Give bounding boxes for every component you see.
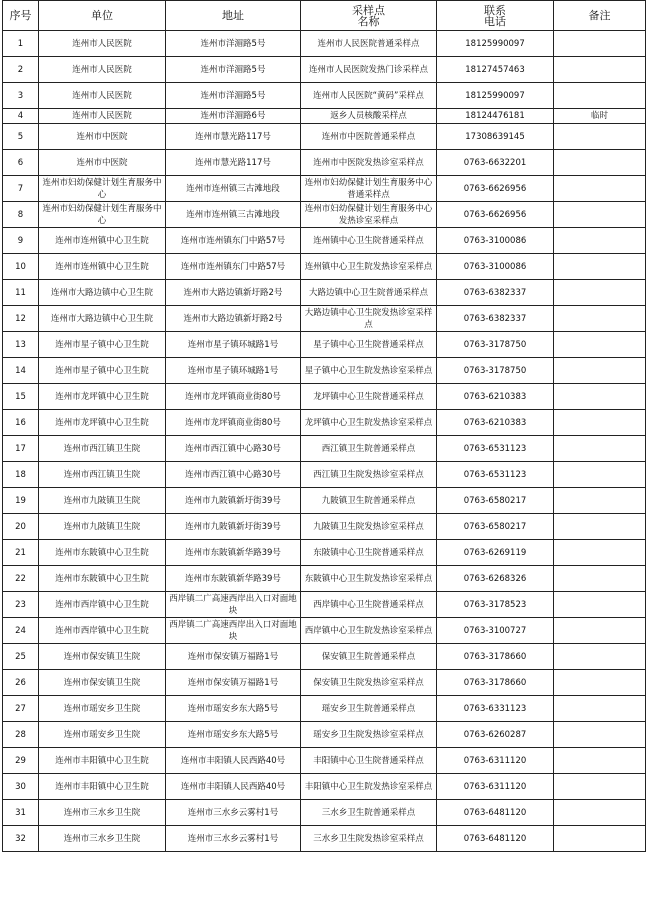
table-header-row (3, 1, 646, 31)
cell-index: 30 (3, 774, 39, 800)
cell-phone: 0763-3100727 (437, 618, 554, 644)
cell-site: 九陂镇卫生院发热诊室采样点 (301, 514, 437, 540)
cell-unit: 连州市星子镇中心卫生院 (39, 358, 166, 384)
cell-remark (554, 670, 646, 696)
cell-address: 连州市慧光路117号 (166, 124, 301, 150)
cell-phone: 0763-6269119 (437, 540, 554, 566)
cell-site: 返乡人员核酸采样点 (301, 109, 437, 124)
table-row (3, 384, 646, 410)
cell-index: 2 (3, 57, 39, 83)
cell-site: 丰阳镇中心卫生院普通采样点 (301, 748, 437, 774)
cell-site: 连州市妇幼保健计划生育服务中心普通采样点 (301, 176, 437, 202)
cell-unit: 连州市龙坪镇中心卫生院 (39, 384, 166, 410)
cell-unit: 连州市西江镇卫生院 (39, 462, 166, 488)
cell-phone: 18125990097 (437, 31, 554, 57)
cell-index: 26 (3, 670, 39, 696)
cell-phone: 0763-6311120 (437, 748, 554, 774)
cell-remark (554, 514, 646, 540)
cell-site: 东陂镇中心卫生院发热诊室采样点 (301, 566, 437, 592)
cell-unit: 连州市丰阳镇中心卫生院 (39, 748, 166, 774)
sampling-site-table (2, 0, 646, 852)
cell-unit: 连州市九陂镇卫生院 (39, 488, 166, 514)
table-row (3, 280, 646, 306)
table-row (3, 202, 646, 228)
cell-remark (554, 592, 646, 618)
cell-phone: 0763-6531123 (437, 436, 554, 462)
table-row (3, 332, 646, 358)
table-row (3, 228, 646, 254)
cell-remark (554, 826, 646, 852)
cell-address: 连州市连州镇三古滩地段 (166, 202, 301, 228)
cell-phone: 0763-3100086 (437, 254, 554, 280)
cell-index: 3 (3, 83, 39, 109)
cell-remark (554, 488, 646, 514)
cell-unit: 连州市人民医院 (39, 109, 166, 124)
table-row (3, 540, 646, 566)
table-row (3, 826, 646, 852)
table-row (3, 306, 646, 332)
cell-site: 丰阳镇中心卫生院发热诊室采样点 (301, 774, 437, 800)
cell-address: 连州市东陂镇新华路39号 (166, 540, 301, 566)
cell-address: 连州市西江镇中心路30号 (166, 436, 301, 462)
header-site (301, 1, 437, 31)
cell-index: 6 (3, 150, 39, 176)
table-row (3, 410, 646, 436)
table-row (3, 644, 646, 670)
cell-site: 连州市中医院普通采样点 (301, 124, 437, 150)
cell-address: 连州市九陂镇新圩街39号 (166, 488, 301, 514)
cell-address: 连州市洋湄路5号 (166, 57, 301, 83)
cell-site: 西江镇卫生院发热诊室采样点 (301, 462, 437, 488)
cell-address: 连州市龙坪镇商业街80号 (166, 384, 301, 410)
cell-unit: 连州市人民医院 (39, 31, 166, 57)
header-address: 地址 (166, 1, 301, 31)
cell-phone: 0763-6210383 (437, 410, 554, 436)
cell-remark (554, 150, 646, 176)
table-row (3, 618, 646, 644)
cell-phone: 0763-6260287 (437, 722, 554, 748)
cell-unit: 连州市西岸镇中心卫生院 (39, 618, 166, 644)
cell-unit: 连州市龙坪镇中心卫生院 (39, 410, 166, 436)
cell-index: 11 (3, 280, 39, 306)
cell-index: 25 (3, 644, 39, 670)
cell-index: 14 (3, 358, 39, 384)
cell-index: 20 (3, 514, 39, 540)
cell-site: 西江镇卫生院普通采样点 (301, 436, 437, 462)
cell-site: 连州镇中心卫生院发热诊室采样点 (301, 254, 437, 280)
cell-address: 连州市星子镇环城路1号 (166, 332, 301, 358)
cell-unit: 连州市东陂镇中心卫生院 (39, 540, 166, 566)
table-row (3, 696, 646, 722)
cell-address: 连州市洋湄路5号 (166, 83, 301, 109)
table-row (3, 592, 646, 618)
cell-index: 1 (3, 31, 39, 57)
header-index: 序号 (3, 1, 39, 31)
cell-site: 保安镇卫生院发热诊室采样点 (301, 670, 437, 696)
cell-remark (554, 202, 646, 228)
table-row (3, 31, 646, 57)
cell-address: 连州市三水乡云雾村1号 (166, 826, 301, 852)
cell-site: 九陂镇卫生院普通采样点 (301, 488, 437, 514)
cell-remark (554, 124, 646, 150)
header-contact-line1: 联系 (484, 3, 506, 17)
cell-unit: 连州市九陂镇卫生院 (39, 514, 166, 540)
cell-address: 连州市九陂镇新圩街39号 (166, 514, 301, 540)
table-row (3, 722, 646, 748)
cell-address: 连州市瑶安乡东大路5号 (166, 696, 301, 722)
cell-unit: 连州市西江镇卫生院 (39, 436, 166, 462)
cell-phone: 0763-6268326 (437, 566, 554, 592)
cell-address: 连州市连州镇东门中路57号 (166, 228, 301, 254)
cell-unit: 连州市大路边镇中心卫生院 (39, 306, 166, 332)
cell-phone: 0763-6626956 (437, 176, 554, 202)
cell-phone: 0763-3178523 (437, 592, 554, 618)
cell-address: 连州市连州镇东门中路57号 (166, 254, 301, 280)
header-site-line2: 名称 (357, 14, 380, 28)
cell-unit: 连州市三水乡卫生院 (39, 800, 166, 826)
cell-address: 连州市三水乡云雾村1号 (166, 800, 301, 826)
cell-phone: 0763-6580217 (437, 514, 554, 540)
cell-phone: 0763-6311120 (437, 774, 554, 800)
cell-site: 连州市人民医院发热门诊采样点 (301, 57, 437, 83)
cell-phone: 0763-6626956 (437, 202, 554, 228)
cell-unit: 连州市人民医院 (39, 57, 166, 83)
cell-phone: 0763-6382337 (437, 280, 554, 306)
cell-site: 保安镇卫生院普通采样点 (301, 644, 437, 670)
cell-unit: 连州市保安镇卫生院 (39, 644, 166, 670)
cell-site: 瑶安乡卫生院发热诊室采样点 (301, 722, 437, 748)
cell-address: 连州市连州镇三古滩地段 (166, 176, 301, 202)
cell-phone: 0763-3178750 (437, 358, 554, 384)
cell-unit: 连州市连州镇中心卫生院 (39, 254, 166, 280)
table-row (3, 150, 646, 176)
table-row (3, 488, 646, 514)
cell-site: 连州市人民医院普通采样点 (301, 31, 437, 57)
cell-remark (554, 358, 646, 384)
cell-site: 西岸镇中心卫生院普通采样点 (301, 592, 437, 618)
cell-unit: 连州市星子镇中心卫生院 (39, 332, 166, 358)
cell-unit: 连州市西岸镇中心卫生院 (39, 592, 166, 618)
cell-unit: 连州市瑶安乡卫生院 (39, 696, 166, 722)
cell-remark (554, 57, 646, 83)
cell-remark (554, 410, 646, 436)
cell-phone: 0763-3178660 (437, 644, 554, 670)
header-contact-line2: 电话 (484, 14, 506, 28)
cell-address: 连州市丰阳镇人民西路40号 (166, 774, 301, 800)
table-row (3, 254, 646, 280)
cell-remark (554, 618, 646, 644)
cell-phone: 0763-3178660 (437, 670, 554, 696)
cell-index: 19 (3, 488, 39, 514)
cell-remark (554, 31, 646, 57)
cell-site: 星子镇中心卫生院发热诊室采样点 (301, 358, 437, 384)
cell-remark (554, 254, 646, 280)
cell-index: 10 (3, 254, 39, 280)
cell-phone: 0763-6580217 (437, 488, 554, 514)
cell-index: 32 (3, 826, 39, 852)
cell-address: 连州市星子镇环城路1号 (166, 358, 301, 384)
cell-index: 24 (3, 618, 39, 644)
cell-unit: 连州市连州镇中心卫生院 (39, 228, 166, 254)
cell-site: 瑶安乡卫生院普通采样点 (301, 696, 437, 722)
cell-address: 连州市保安镇万福路1号 (166, 644, 301, 670)
cell-index: 27 (3, 696, 39, 722)
cell-address: 连州市西江镇中心路30号 (166, 462, 301, 488)
table-row (3, 566, 646, 592)
cell-remark (554, 83, 646, 109)
cell-index: 12 (3, 306, 39, 332)
cell-phone: 0763-6382337 (437, 306, 554, 332)
cell-phone: 0763-3100086 (437, 228, 554, 254)
cell-remark (554, 462, 646, 488)
cell-index: 5 (3, 124, 39, 150)
cell-phone: 17308639145 (437, 124, 554, 150)
cell-address: 连州市瑶安乡东大路5号 (166, 722, 301, 748)
cell-remark: 临时 (554, 109, 646, 124)
cell-index: 8 (3, 202, 39, 228)
cell-unit: 连州市保安镇卫生院 (39, 670, 166, 696)
cell-index: 31 (3, 800, 39, 826)
cell-remark (554, 800, 646, 826)
header-unit: 单位 (39, 1, 166, 31)
cell-remark (554, 566, 646, 592)
cell-index: 7 (3, 176, 39, 202)
cell-site: 三水乡卫生院发热诊室采样点 (301, 826, 437, 852)
cell-index: 13 (3, 332, 39, 358)
cell-address: 连州市大路边镇新圩路2号 (166, 306, 301, 332)
cell-site: 连州镇中心卫生院普通采样点 (301, 228, 437, 254)
cell-site: 星子镇中心卫生院普通采样点 (301, 332, 437, 358)
cell-index: 29 (3, 748, 39, 774)
cell-remark (554, 644, 646, 670)
cell-phone: 18125990097 (437, 83, 554, 109)
cell-site: 大路边镇中心卫生院发热诊室采样点 (301, 306, 437, 332)
cell-unit: 连州市妇幼保健计划生育服务中心 (39, 176, 166, 202)
table-row (3, 358, 646, 384)
table-row (3, 748, 646, 774)
header-remark: 备注 (554, 1, 646, 31)
cell-index: 17 (3, 436, 39, 462)
cell-site: 大路边镇中心卫生院普通采样点 (301, 280, 437, 306)
table-row (3, 800, 646, 826)
cell-address: 连州市大路边镇新圩路2号 (166, 280, 301, 306)
cell-phone: 0763-6210383 (437, 384, 554, 410)
cell-site: 连州市中医院发热诊室采样点 (301, 150, 437, 176)
cell-phone: 0763-6331123 (437, 696, 554, 722)
cell-remark (554, 332, 646, 358)
table-row (3, 109, 646, 124)
cell-address: 西岸镇二广高速西岸出入口对面地块 (166, 618, 301, 644)
cell-address: 连州市洋湄路5号 (166, 31, 301, 57)
cell-remark (554, 722, 646, 748)
cell-unit: 连州市丰阳镇中心卫生院 (39, 774, 166, 800)
cell-unit: 连州市瑶安乡卫生院 (39, 722, 166, 748)
table-row (3, 436, 646, 462)
cell-address: 连州市东陂镇新华路39号 (166, 566, 301, 592)
header-site-line1: 采样点 (352, 3, 385, 17)
cell-index: 4 (3, 109, 39, 124)
cell-site: 龙坪镇中心卫生院普通采样点 (301, 384, 437, 410)
cell-phone: 18124476181 (437, 109, 554, 124)
cell-remark (554, 774, 646, 800)
cell-address: 连州市丰阳镇人民西路40号 (166, 748, 301, 774)
cell-site: 东陂镇中心卫生院普通采样点 (301, 540, 437, 566)
cell-unit: 连州市中医院 (39, 150, 166, 176)
cell-index: 21 (3, 540, 39, 566)
cell-address: 西岸镇二广高速西岸出入口对面地块 (166, 592, 301, 618)
cell-site: 西岸镇中心卫生院发热诊室采样点 (301, 618, 437, 644)
table-row (3, 176, 646, 202)
table-row (3, 670, 646, 696)
cell-phone: 0763-6481120 (437, 826, 554, 852)
cell-remark (554, 748, 646, 774)
cell-unit: 连州市三水乡卫生院 (39, 826, 166, 852)
cell-index: 23 (3, 592, 39, 618)
cell-phone: 0763-3178750 (437, 332, 554, 358)
cell-site: 龙坪镇中心卫生院发热诊室采样点 (301, 410, 437, 436)
table-row (3, 83, 646, 109)
cell-remark (554, 176, 646, 202)
cell-unit: 连州市大路边镇中心卫生院 (39, 280, 166, 306)
cell-index: 18 (3, 462, 39, 488)
cell-remark (554, 540, 646, 566)
cell-remark (554, 696, 646, 722)
cell-index: 9 (3, 228, 39, 254)
cell-index: 28 (3, 722, 39, 748)
cell-site: 连州市人民医院“黄码”采样点 (301, 83, 437, 109)
cell-address: 连州市龙坪镇商业街80号 (166, 410, 301, 436)
cell-phone: 0763-6632201 (437, 150, 554, 176)
table-row (3, 514, 646, 540)
cell-address: 连州市保安镇万福路1号 (166, 670, 301, 696)
table-row (3, 774, 646, 800)
cell-index: 22 (3, 566, 39, 592)
cell-unit: 连州市人民医院 (39, 83, 166, 109)
cell-phone: 0763-6531123 (437, 462, 554, 488)
cell-unit: 连州市妇幼保健计划生育服务中心 (39, 202, 166, 228)
cell-index: 16 (3, 410, 39, 436)
cell-remark (554, 436, 646, 462)
cell-address: 连州市洋湄路6号 (166, 109, 301, 124)
cell-address: 连州市慧光路117号 (166, 150, 301, 176)
table-row (3, 57, 646, 83)
cell-unit: 连州市中医院 (39, 124, 166, 150)
cell-phone: 18127457463 (437, 57, 554, 83)
table-row (3, 462, 646, 488)
cell-site: 三水乡卫生院普通采样点 (301, 800, 437, 826)
cell-remark (554, 384, 646, 410)
cell-index: 15 (3, 384, 39, 410)
header-contact (437, 1, 554, 31)
cell-remark (554, 228, 646, 254)
cell-remark (554, 280, 646, 306)
cell-phone: 0763-6481120 (437, 800, 554, 826)
cell-unit: 连州市东陂镇中心卫生院 (39, 566, 166, 592)
table-row (3, 124, 646, 150)
cell-site: 连州市妇幼保健计划生育服务中心发热诊室采样点 (301, 202, 437, 228)
cell-remark (554, 306, 646, 332)
